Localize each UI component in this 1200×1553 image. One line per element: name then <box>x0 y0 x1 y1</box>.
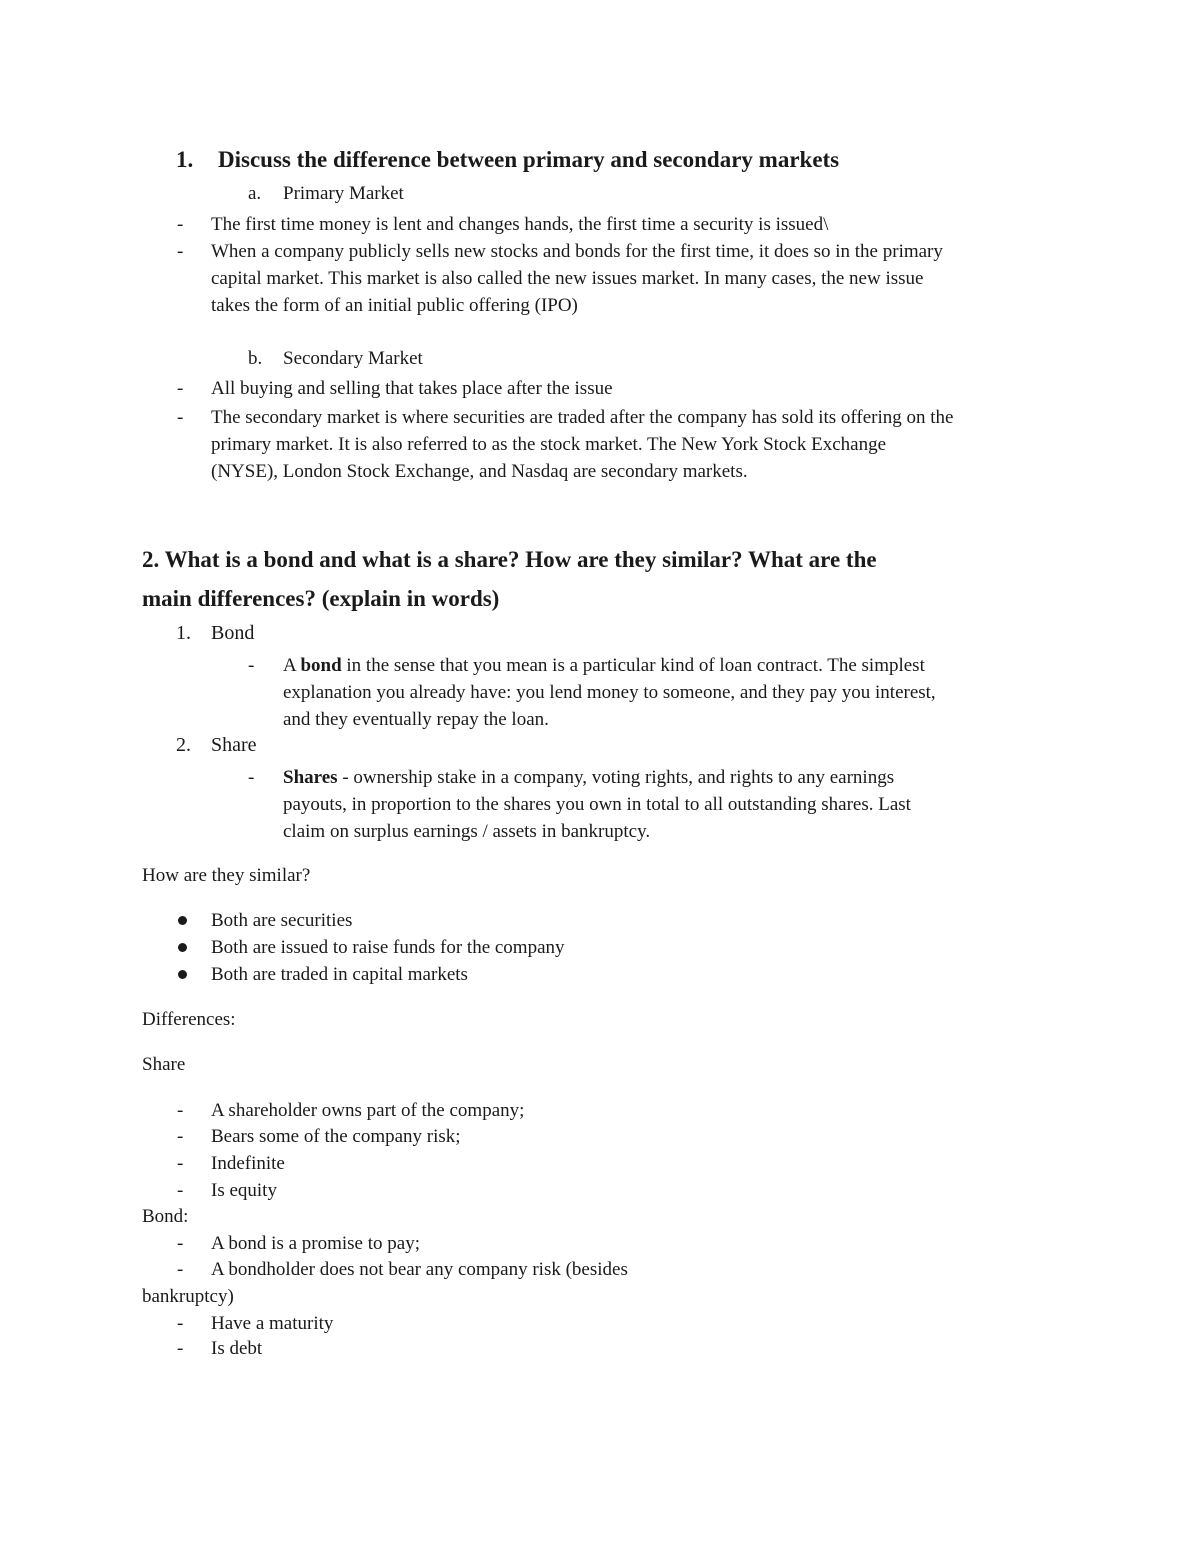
bullet-dot <box>178 970 187 979</box>
bond-marker: 1. <box>176 622 191 644</box>
differences-label: Differences: <box>142 1009 236 1030</box>
bond-item-4: Is debt <box>211 1338 263 1359</box>
secondary-bullet-2-line-1: The secondary market is where securities are traded after the company has sold its offering on the <box>211 407 954 428</box>
primary-title: Primary Market <box>283 183 404 204</box>
dash-marker: - <box>177 1338 184 1359</box>
share-marker: 2. <box>176 734 191 756</box>
primary-bullet-2-line-3: takes the form of an initial public offering (IPO) <box>211 295 578 316</box>
dash-marker: - <box>177 1153 184 1174</box>
secondary-bullet-2-line-2: primary market. It is also referred to as the stock market. The New York Stock Exchange <box>211 434 887 455</box>
bond-item-2-wrap: bankruptcy) <box>142 1286 234 1307</box>
share-label: Share <box>142 1054 186 1075</box>
dash-marker: - <box>177 378 184 399</box>
secondary-title: Secondary Market <box>283 348 423 369</box>
section-1-number: 1. <box>176 147 194 172</box>
similar-item-1: Both are securities <box>211 910 353 931</box>
dash-marker: - <box>177 1259 184 1280</box>
secondary-marker: b. <box>248 348 263 369</box>
primary-bullet-1: The first time money is lent and changes hands, the first time a security is issued\ <box>211 214 829 235</box>
dash-marker: - <box>177 407 184 428</box>
primary-bullet-2-line-2: capital market. This market is also called the new issues market. In many cases, the new issue <box>211 268 924 289</box>
primary-bullet-2-line-1: When a company publicly sells new stocks and bonds for the first time, it does so in the primary <box>211 241 943 262</box>
dash-marker: - <box>177 1126 184 1147</box>
section-2-heading-line-1: 2. What is a bond and what is a share? How are they similar? What are the <box>142 547 877 572</box>
dash-marker: - <box>177 1233 184 1254</box>
bond-definition-line-2: explanation you already have: you lend money to someone, and they pay you interest, <box>283 682 936 703</box>
bond-definition-line-3: and they eventually repay the loan. <box>283 709 549 730</box>
bond-item-3: Have a maturity <box>211 1313 334 1334</box>
similar-label: How are they similar? <box>142 865 311 886</box>
section-2-heading-line-2: main differences? (explain in words) <box>142 586 500 611</box>
section-1-heading: Discuss the difference between primary and secondary markets <box>218 147 840 172</box>
secondary-bullet-2-line-3: (NYSE), London Stock Exchange, and Nasdaq are secondary markets. <box>211 461 748 482</box>
shares-term: Shares <box>283 767 338 788</box>
dash-marker: - <box>248 655 255 676</box>
bond-label: Bond: <box>142 1206 189 1227</box>
bond-term: bond <box>300 655 342 676</box>
share-definition-line-3: claim on surplus earnings / assets in bankruptcy. <box>283 821 651 842</box>
bullet-dot <box>178 916 187 925</box>
dash-marker: - <box>248 767 255 788</box>
similar-item-2: Both are issued to raise funds for the company <box>211 937 565 958</box>
bond-title: Bond <box>211 622 255 644</box>
share-title: Share <box>211 734 257 756</box>
bullet-dot <box>178 943 187 952</box>
share-item-3: Indefinite <box>211 1153 285 1174</box>
similar-item-3: Both are traded in capital markets <box>211 964 468 985</box>
share-definition-line-2: payouts, in proportion to the shares you own in total to all outstanding shares. Last <box>283 794 911 815</box>
primary-marker: a. <box>248 183 262 204</box>
dash-marker: - <box>177 214 184 235</box>
share-item-1: A shareholder owns part of the company; <box>211 1100 525 1121</box>
dash-marker: - <box>177 1180 184 1201</box>
share-item-4: Is equity <box>211 1180 277 1201</box>
dash-marker: - <box>177 241 184 262</box>
bond-item-1: A bond is a promise to pay; <box>211 1233 420 1254</box>
bond-item-2: A bondholder does not bear any company risk (besides <box>211 1259 628 1280</box>
secondary-bullet-1: All buying and selling that takes place after the issue <box>211 378 613 399</box>
share-item-2: Bears some of the company risk; <box>211 1126 461 1147</box>
dash-marker: - <box>177 1100 184 1121</box>
bond-definition-line-1: A bond in the sense that you mean is a particular kind of loan contract. The simplest <box>283 655 925 676</box>
dash-marker: - <box>177 1313 184 1334</box>
share-definition-line-1: Shares - ownership stake in a company, voting rights, and rights to any earnings <box>283 767 895 788</box>
